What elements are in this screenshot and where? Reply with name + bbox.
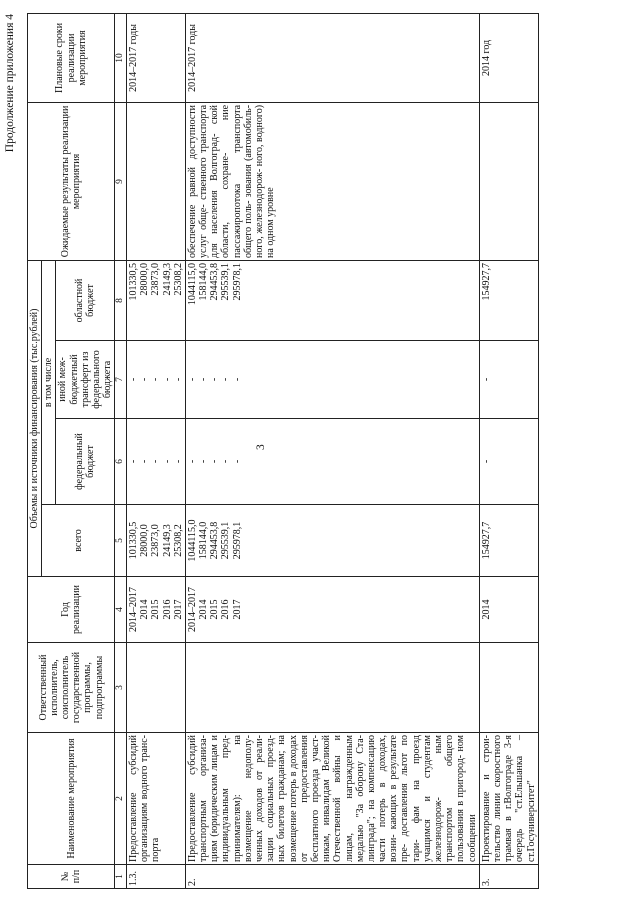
federal-value: -: [480, 459, 492, 464]
year-value: 2015: [209, 599, 221, 620]
header-federal: федеральный бюджет: [56, 419, 115, 505]
transfer-value: -: [480, 377, 492, 382]
regional-value: 101330,5: [127, 262, 139, 301]
row-name: Предоставление субсидий транспортным организа- циям (юридическим лицам и индивидуальным пред- принимателям): на возмещение недополу- ченных доходов от реали- зации социальных проезд- ных билетов гражданам; на возмещение потерь в доходах от предоставления бесплатного проезда участ- никам, инвалидам Великой Отечественной войны и лицам, награжденным медалью "За оборону Ста- линграда"; на компенсацию части потерь в доходах, возни- кающих в результате пре- доставления льгот по тари- фам на проезд учащимся и студентам железнодорож- ным транспортом общего пользования в пригород- ном сообщении: [185, 733, 479, 865]
year-value: 2017: [172, 599, 184, 620]
total-value: 158144,0: [198, 521, 210, 560]
row-federal: [185, 419, 479, 505]
total-value: 28000,0: [139, 524, 151, 557]
column-number: 9: [115, 102, 127, 260]
total-value: 101330,5: [127, 521, 139, 560]
regional-value: 1044115,0: [186, 262, 198, 306]
row-total: [479, 505, 538, 577]
column-number: 6: [115, 419, 127, 505]
total-value: 25308,2: [172, 524, 184, 557]
total-value: 295539,1: [220, 521, 232, 560]
row-total: [185, 505, 479, 577]
transfer-value: -: [186, 377, 198, 382]
federal-value: -: [209, 459, 221, 464]
column-number: 1: [115, 865, 127, 889]
row-transfer: [126, 341, 185, 419]
row-result: [479, 102, 538, 260]
header-total: всего: [42, 505, 115, 577]
total-value: 295978,1: [231, 521, 243, 560]
transfer-value: -: [139, 377, 151, 382]
row-num: 1.3.: [126, 865, 185, 889]
row-years: [126, 577, 185, 643]
total-value: 1044115,0: [186, 519, 198, 562]
federal-value: -: [231, 459, 243, 464]
year-value: 2016: [161, 599, 173, 620]
year-value: 2014–2017: [127, 587, 139, 632]
header-executor: Ответственный исполнитель, соисполнитель государственной программы, подпрограммы: [28, 643, 115, 733]
regional-value: 294453,8: [209, 262, 221, 301]
federal-value: -: [127, 459, 139, 464]
row-regional: [185, 260, 479, 340]
row-regional: [126, 260, 185, 340]
row-executor: [479, 643, 538, 733]
federal-value: -: [150, 459, 162, 464]
total-value: 24149,3: [161, 524, 173, 557]
row-result: [126, 102, 185, 260]
row-regional: [479, 260, 538, 340]
transfer-value: -: [231, 377, 243, 382]
row-executor: [126, 643, 185, 733]
transfer-value: -: [209, 377, 221, 382]
regional-value: 25308,2: [172, 262, 184, 296]
row-federal: [126, 419, 185, 505]
year-value: 2017: [231, 599, 243, 620]
column-number: 7: [115, 341, 127, 419]
regional-value: 154927,7: [480, 262, 492, 301]
header-results: Ожидаемые результаты реализации мероприятия: [28, 102, 115, 260]
table-row: [479, 13, 538, 888]
total-value: 23873,0: [150, 524, 162, 557]
row-num: 2.: [185, 865, 479, 889]
row-transfer: [479, 341, 538, 419]
federal-value: -: [172, 459, 184, 464]
regional-value: 295978,1: [231, 262, 243, 301]
row-result: обеспечение равной доступности услуг обще- ственного транспорта для населения Волгоград- ской области, сохране- ние пассажиропотока транспорта общего поль- зования (автомобиль- ного, железнодорож- ного, водного) на одном уровне: [185, 102, 479, 260]
transfer-value: -: [172, 377, 184, 382]
table-row: [185, 13, 479, 888]
federal-value: -: [186, 459, 198, 464]
transfer-value: -: [161, 377, 173, 382]
header-incl: в том числе: [42, 260, 56, 504]
program-activities-table: [27, 13, 539, 889]
year-value: 2014: [139, 599, 151, 620]
header-terms: Плановые сроки реализации мероприятия: [28, 13, 115, 102]
regional-value: 23873,0: [150, 262, 162, 296]
total-value: 154927,7: [480, 521, 492, 560]
column-number: 2: [115, 733, 127, 865]
column-number: 8: [115, 260, 127, 340]
federal-value: -: [198, 459, 210, 464]
transfer-value: -: [127, 377, 139, 382]
regional-value: 24149,3: [161, 262, 173, 296]
column-number: 10: [115, 13, 127, 102]
column-number: 5: [115, 505, 127, 577]
year-value: 2014: [198, 599, 210, 620]
row-executor: [185, 643, 479, 733]
year-value: 2015: [150, 599, 162, 620]
page-number: 3: [255, 444, 267, 450]
regional-value: 158144,0: [198, 262, 210, 301]
row-term: 2014–2017 годы: [126, 13, 185, 102]
federal-value: -: [139, 459, 151, 464]
column-number: 3: [115, 643, 127, 733]
federal-value: -: [220, 459, 232, 464]
row-total: [126, 505, 185, 577]
transfer-value: -: [198, 377, 210, 382]
year-value: 2014: [480, 599, 492, 620]
year-value: 2014–2017: [186, 587, 198, 632]
appendix-note: Продолжение приложения 4: [4, 14, 16, 153]
header-num: № п/п: [28, 865, 115, 889]
regional-value: 28000,0: [139, 262, 151, 296]
row-name: Предоставление субсидий организациям водного транс- порта: [126, 733, 185, 865]
row-federal: [479, 419, 538, 505]
federal-value: -: [161, 459, 173, 464]
column-number-row: [115, 13, 127, 888]
row-num: 3.: [479, 865, 538, 889]
row-transfer: [185, 341, 479, 419]
transfer-value: -: [220, 377, 232, 382]
header-transfer: иной меж- бюджетный трансферт из федерального бюджета: [56, 341, 115, 419]
row-name: Проектирование и строи- тельство линии скоростного трамвая в г.Волгограде 3-я очередь "ст.Ельшанка – ст.Госуниверситет": [479, 733, 538, 865]
column-number: 4: [115, 577, 127, 643]
total-value: 294453,8: [209, 521, 221, 560]
row-term: 2014 год: [479, 13, 538, 102]
header-funding: Объемы и источники финансирования (тыс.рублей): [28, 260, 42, 576]
row-years: [479, 577, 538, 643]
header-year: Год реализации: [28, 577, 115, 643]
row-term: 2014–2017 годы: [185, 13, 479, 102]
year-value: 2016: [220, 599, 232, 620]
header-name: Наименование мероприятия: [28, 733, 115, 865]
table-row: [126, 13, 185, 888]
row-years: [185, 577, 479, 643]
header-regional: областной бюджет: [56, 260, 115, 340]
regional-value: 295539,1: [220, 262, 232, 301]
transfer-value: -: [150, 377, 162, 382]
